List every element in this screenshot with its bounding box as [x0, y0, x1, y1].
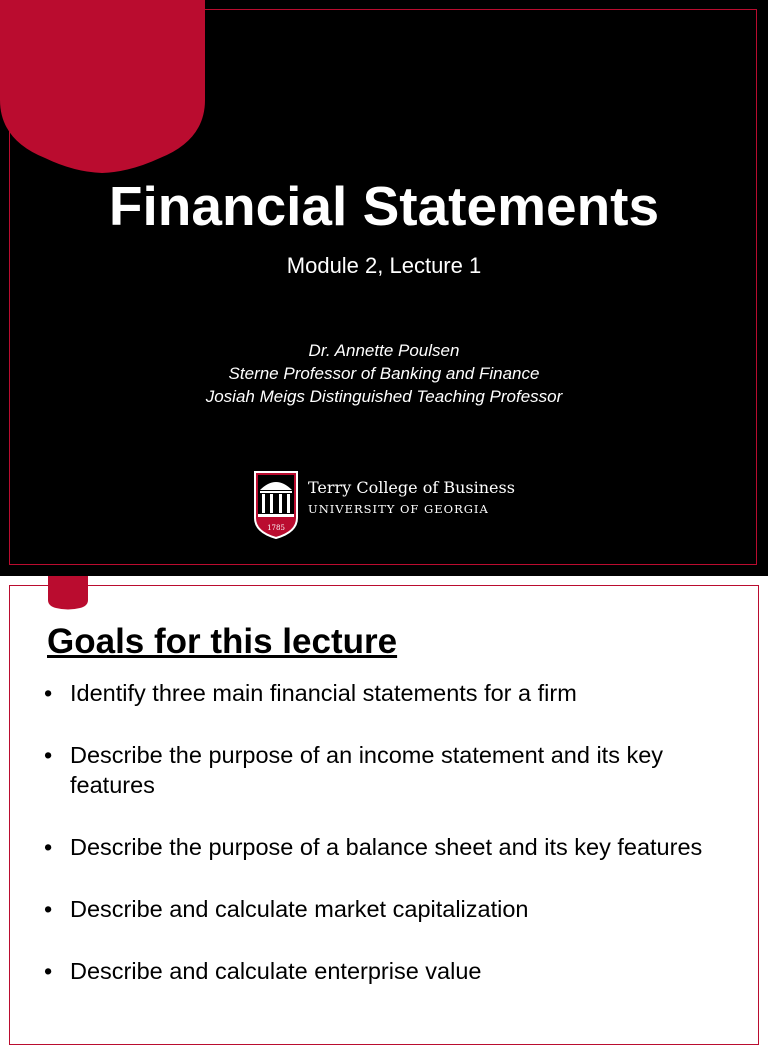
list-item	[44, 678, 734, 708]
bullet-icon: •	[44, 958, 53, 984]
list-item	[44, 956, 734, 986]
bullet-icon: •	[44, 742, 53, 768]
author-title-2: Josiah Meigs Distinguished Teaching Professor	[205, 387, 563, 406]
list-item	[44, 894, 734, 924]
arch-shield-icon	[252, 470, 300, 540]
goals-heading: Goals for this lecture	[47, 622, 398, 661]
list-item	[44, 740, 734, 800]
bullet-icon: •	[44, 834, 53, 860]
list-item	[44, 832, 734, 862]
bullet-text: Identify three main financial statements for a firm	[70, 680, 577, 706]
goals-list	[44, 678, 734, 1018]
bullet-text: Describe the purpose of an income statement and its key features	[70, 742, 664, 798]
terry-college-logo	[252, 470, 522, 540]
bullet-text: Describe the purpose of a balance sheet and its key features	[70, 834, 703, 860]
goals-slide	[0, 576, 768, 1024]
logo-year: 1785	[267, 524, 285, 532]
logo-university-name: UNIVERSITY OF GEORGIA	[308, 502, 489, 516]
author-block	[0, 339, 768, 408]
slide-subtitle: Module 2, Lecture 1	[286, 253, 482, 278]
red-tab-accent	[48, 576, 88, 610]
slide-title: Financial Statements	[108, 175, 660, 237]
bullet-text: Describe and calculate enterprise value	[70, 958, 482, 984]
bullet-icon: •	[44, 896, 53, 922]
bullet-icon: •	[44, 680, 53, 706]
author-name: Dr. Annette Poulsen	[308, 341, 460, 360]
bullet-text: Describe and calculate market capitalization	[70, 896, 529, 922]
red-shield-banner	[0, 0, 205, 175]
logo-college-name: Terry College of Business	[308, 478, 515, 497]
author-title: Sterne Professor of Banking and Finance	[228, 364, 540, 383]
